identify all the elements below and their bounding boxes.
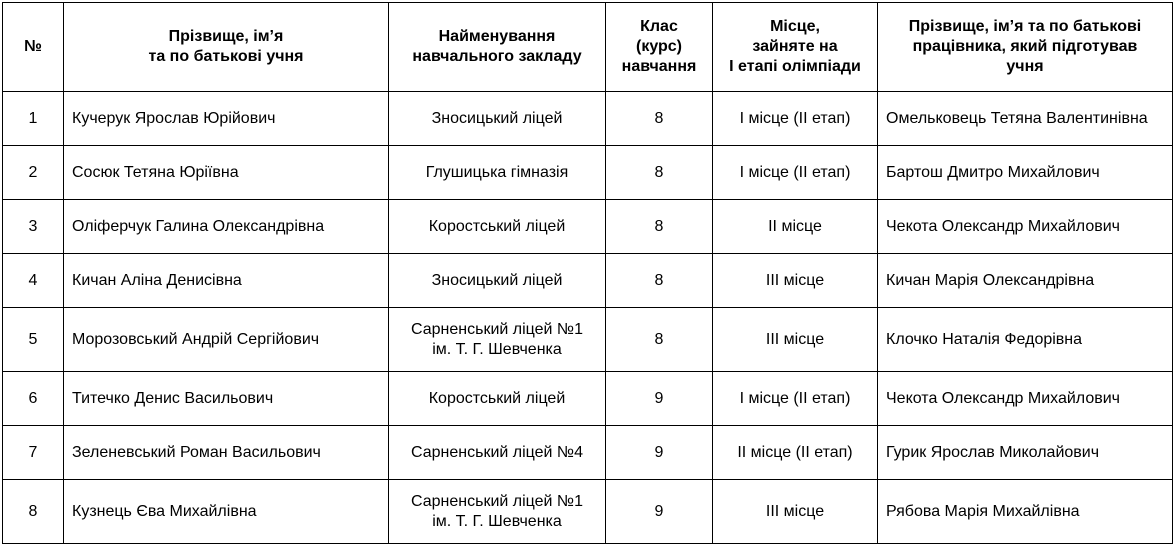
row-number: 7 (3, 426, 64, 480)
student-name: Кучерук Ярослав Юрійович (64, 92, 389, 146)
place: ІІІ місце (713, 308, 878, 372)
student-name: Морозовський Андрій Сергійович (64, 308, 389, 372)
school-name: Коростський ліцей (389, 200, 606, 254)
school-name: Сарненський ліцей №4 (389, 426, 606, 480)
place: ІІІ місце (713, 254, 878, 308)
row-number: 3 (3, 200, 64, 254)
place: І місце (ІІ етап) (713, 372, 878, 426)
place: ІІІ місце (713, 480, 878, 544)
header-row (3, 3, 1173, 92)
grade: 8 (606, 308, 713, 372)
teacher-name: Гурик Ярослав Миколайович (878, 426, 1173, 480)
student-name: Сосюк Тетяна Юріївна (64, 146, 389, 200)
row-number: 2 (3, 146, 64, 200)
olympiad-results-table (2, 2, 1173, 544)
student-name: Кузнець Єва Михайлівна (64, 480, 389, 544)
school-name: Сарненський ліцей №1 ім. Т. Г. Шевченка (389, 308, 606, 372)
grade: 8 (606, 200, 713, 254)
row-number: 4 (3, 254, 64, 308)
grade: 9 (606, 372, 713, 426)
table-row (3, 372, 1173, 426)
place: ІІ місце (ІІ етап) (713, 426, 878, 480)
table-row (3, 92, 1173, 146)
teacher-name: Бартош Дмитро Михайлович (878, 146, 1173, 200)
teacher-name: Кичан Марія Олександрівна (878, 254, 1173, 308)
student-name: Оліферчук Галина Олександрівна (64, 200, 389, 254)
row-number: 5 (3, 308, 64, 372)
place: ІІ місце (713, 200, 878, 254)
table-row (3, 308, 1173, 372)
school-name: Глушицька гімназія (389, 146, 606, 200)
header-school: Найменування навчального закладу (389, 3, 606, 92)
header-student-name: Прізвище, ім’я та по батькові учня (64, 3, 389, 92)
teacher-name: Клочко Наталія Федорівна (878, 308, 1173, 372)
teacher-name: Омельковець Тетяна Валентинівна (878, 92, 1173, 146)
place: І місце (ІІ етап) (713, 146, 878, 200)
table-row (3, 146, 1173, 200)
student-name: Кичан Аліна Денисівна (64, 254, 389, 308)
row-number: 1 (3, 92, 64, 146)
table-row (3, 254, 1173, 308)
teacher-name: Рябова Марія Михайлівна (878, 480, 1173, 544)
table-row (3, 480, 1173, 544)
student-name: Титечко Денис Васильович (64, 372, 389, 426)
table-row (3, 200, 1173, 254)
school-name: Зносицький ліцей (389, 92, 606, 146)
place: І місце (ІІ етап) (713, 92, 878, 146)
teacher-name: Чекота Олександр Михайлович (878, 372, 1173, 426)
header-grade: Клас (курс) навчання (606, 3, 713, 92)
grade: 9 (606, 426, 713, 480)
grade: 9 (606, 480, 713, 544)
header-teacher: Прізвище, ім’я та по батькові працівника, який підготував учня (878, 3, 1173, 92)
row-number: 6 (3, 372, 64, 426)
teacher-name: Чекота Олександр Михайлович (878, 200, 1173, 254)
school-name: Коростський ліцей (389, 372, 606, 426)
grade: 8 (606, 92, 713, 146)
table-row (3, 426, 1173, 480)
grade: 8 (606, 146, 713, 200)
student-name: Зеленевський Роман Васильович (64, 426, 389, 480)
row-number: 8 (3, 480, 64, 544)
header-place: Місце, зайняте на І етапі олімпіади (713, 3, 878, 92)
school-name: Сарненський ліцей №1 ім. Т. Г. Шевченка (389, 480, 606, 544)
header-number: № (3, 3, 64, 92)
school-name: Зносицький ліцей (389, 254, 606, 308)
grade: 8 (606, 254, 713, 308)
